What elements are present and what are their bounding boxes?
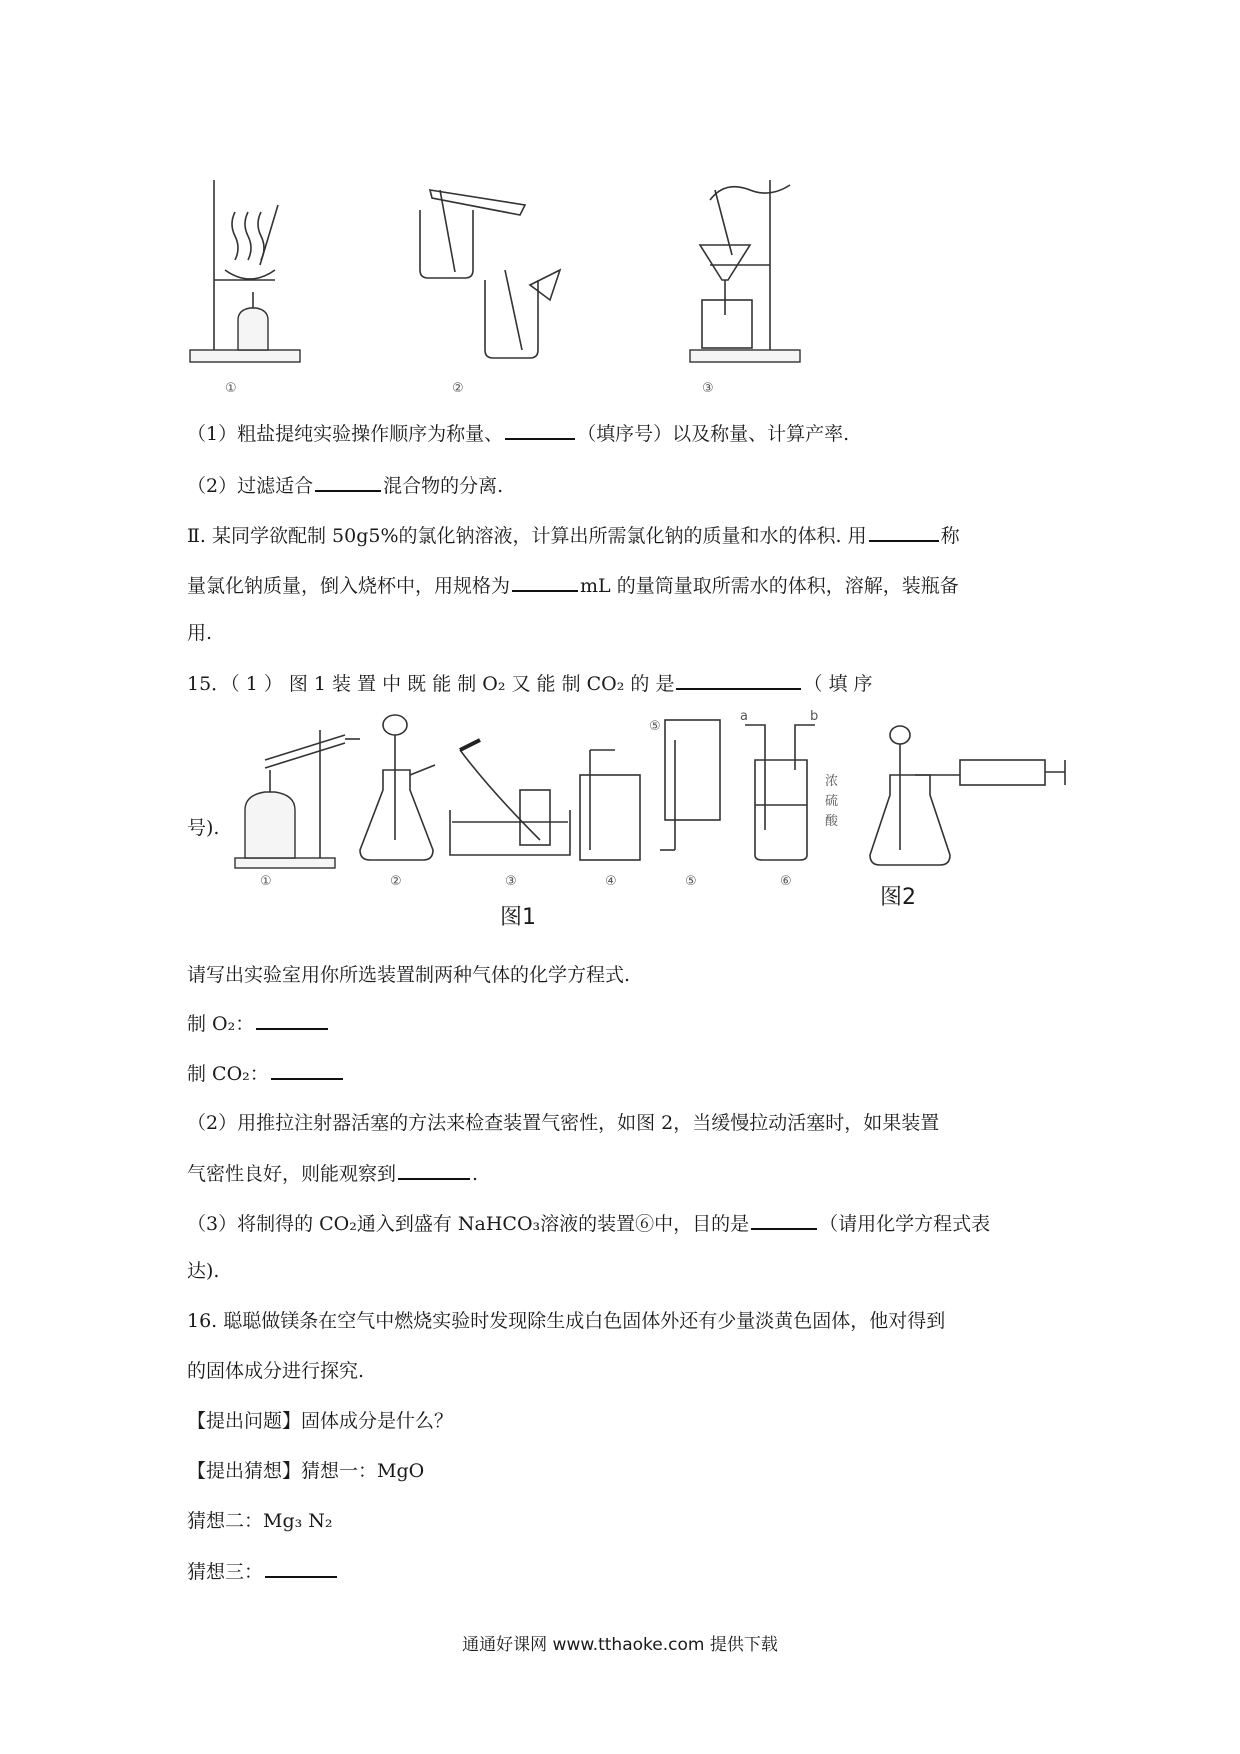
q15-co2: 制 CO₂： <box>187 1060 345 1087</box>
acid-label-3: 酸 <box>825 814 839 829</box>
q15-3-line1: （3）将制得的 CO₂通入到盛有 NaHCO₃溶液的装置⑥中，目的是 （请用化学方程式表 <box>187 1210 990 1237</box>
q1-part1: （1）粗盐提纯实验操作顺序为称量、 （填序号）以及称量、计算产率. <box>187 420 849 447</box>
figure-1-drawings <box>235 710 1055 900</box>
filtration-apparatus <box>690 180 800 362</box>
apparatus-1-heating-tube <box>235 730 360 868</box>
q2-line1: Ⅱ. 某同学欲配制 50g5%的氯化钠溶液，计算出所需氯化钠的质量和水的体积. 用 称 <box>187 522 960 549</box>
figure-2-flask-with-syringe <box>870 726 1065 865</box>
q15-3-line2: 达). <box>187 1260 220 1282</box>
top-figure-label-1: ① <box>225 381 237 396</box>
top-figure-label-2: ② <box>452 381 464 396</box>
top-figure-label-3: ③ <box>702 381 714 396</box>
answer-blank[interactable] <box>869 522 939 542</box>
tube-label-b: b <box>810 709 819 724</box>
q1-part2: （2）过滤适合 混合物的分离. <box>187 472 503 499</box>
fig1-label-5: ⑤ <box>685 874 697 889</box>
apparatus-4-gas-bottle <box>580 750 640 860</box>
q16-line6: 猜想三： <box>187 1558 339 1585</box>
apparatus-2-conical-flask <box>360 715 435 860</box>
q16-line3: 【提出问题】固体成分是什么？ <box>187 1410 454 1432</box>
q15-2-line1: （2）用推拉注射器活塞的方法来检查装置气密性，如图 2，当缓慢拉动活塞时，如果装置 <box>187 1112 940 1134</box>
dissolving-apparatus <box>420 190 560 358</box>
acid-label-2: 硫 <box>825 794 839 809</box>
answer-blank[interactable] <box>315 472 381 492</box>
q2-line3: 用. <box>187 622 213 644</box>
fig1-label-2: ② <box>390 874 402 889</box>
figure-1-caption: 图1 <box>500 905 536 930</box>
answer-blank[interactable] <box>676 670 801 690</box>
q2-line2: 量氯化钠质量，倒入烧杯中，用规格为 mL 的量筒量取所需水的体积，溶解，装瓶备 <box>187 572 959 599</box>
fig1-label-4: ④ <box>605 874 617 889</box>
top-apparatus-drawings <box>190 150 1060 400</box>
answer-blank[interactable] <box>751 1210 817 1230</box>
q15-o2: 制 O₂： <box>187 1010 330 1037</box>
top-apparatus-figure <box>190 150 1060 400</box>
q16-line4: 【提出猜想】猜想一：MgO <box>187 1460 425 1482</box>
page-footer: 通通好课网 www.tthaoke.com 提供下载 <box>462 1635 778 1655</box>
fig1-label-6: ⑥ <box>780 874 792 889</box>
q15-line2: 号). <box>187 817 220 839</box>
q16-line5: 猜想二：Mg₃ N₂ <box>187 1510 333 1532</box>
q15-2-line2: 气密性良好，则能观察到 . <box>187 1160 478 1187</box>
answer-blank[interactable] <box>505 420 575 440</box>
fig1-label-3: ③ <box>505 874 517 889</box>
q15-line3: 请写出实验室用你所选装置制两种气体的化学方程式. <box>187 964 631 986</box>
acid-label-1: 浓 <box>825 774 839 789</box>
apparatus-3-water-trough <box>450 740 570 855</box>
apparatus-5-gas-bottle <box>649 719 720 850</box>
answer-blank[interactable] <box>271 1060 343 1080</box>
answer-blank[interactable] <box>256 1010 328 1030</box>
fig1-label-1: ① <box>260 874 272 889</box>
figure-1-apparatus <box>235 710 1055 900</box>
q16-line2: 的固体成分进行探究. <box>187 1360 365 1382</box>
tube-label-a: a <box>740 709 748 724</box>
q15-line1: 15．（ 1 ） 图 1 装 置 中 既 能 制 O₂ 又 能 制 CO₂ 的 是 （ 填 序 <box>187 670 873 697</box>
apparatus-5-marker: ⑤ <box>649 719 661 734</box>
answer-blank[interactable] <box>512 572 578 592</box>
q16-line1: 16. 聪聪做镁条在空气中燃烧实验时发现除生成白色固体外还有少量淡黄色固体，他对得到 <box>187 1310 946 1332</box>
apparatus-6-wash-bottle <box>740 709 839 860</box>
answer-blank[interactable] <box>265 1558 337 1578</box>
figure-2-caption: 图2 <box>880 885 916 910</box>
answer-blank[interactable] <box>398 1160 470 1180</box>
evaporation-apparatus <box>190 180 300 362</box>
